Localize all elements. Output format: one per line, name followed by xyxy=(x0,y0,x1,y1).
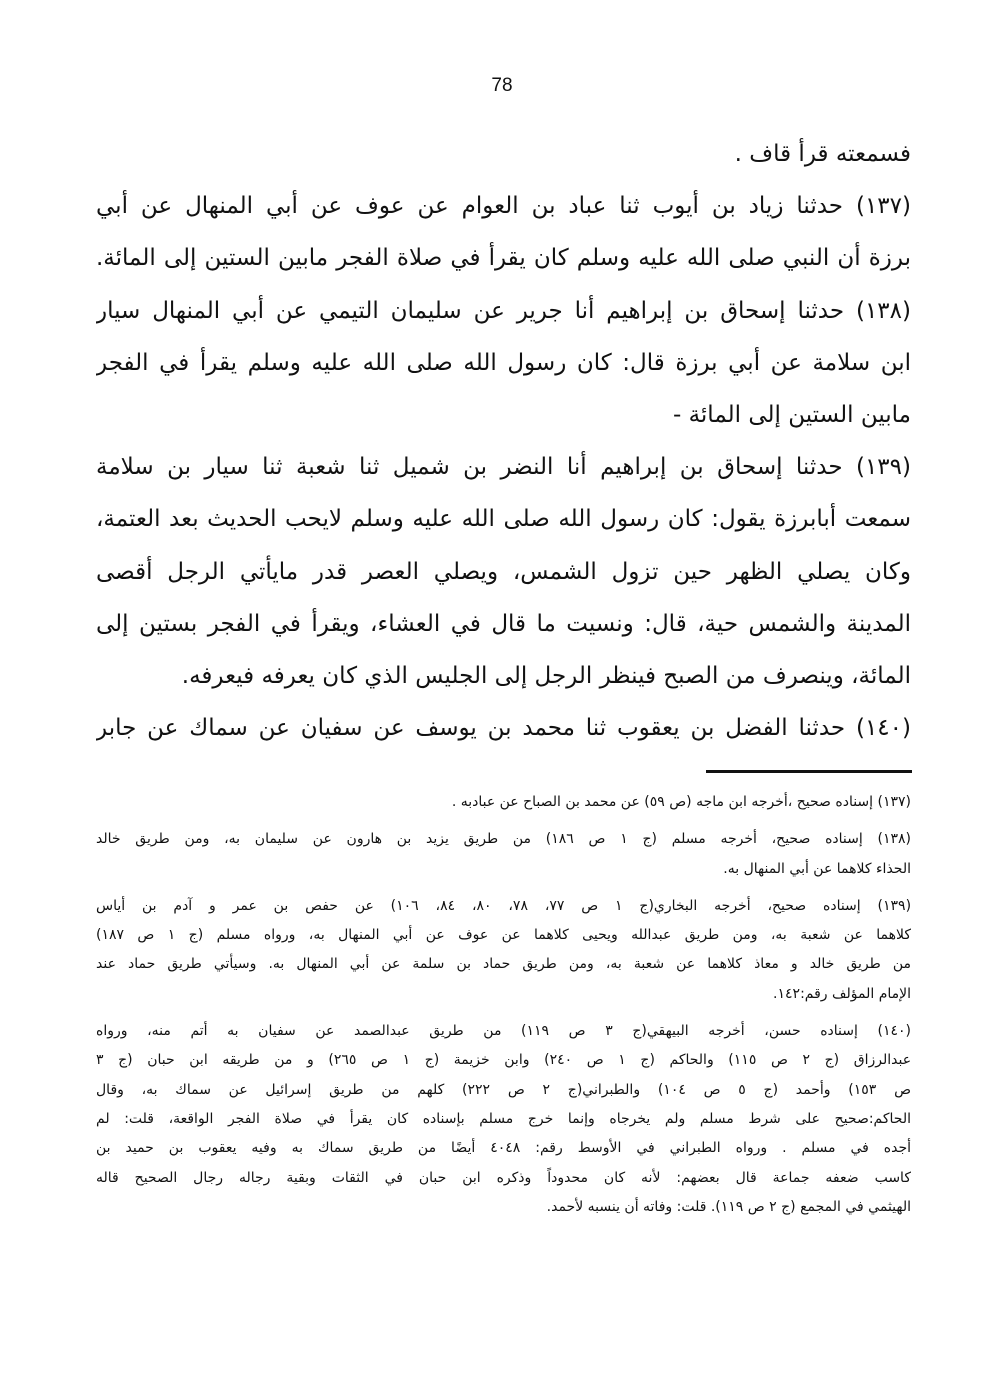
footnote-137 xyxy=(96,788,911,817)
footnote-separator xyxy=(706,770,912,773)
main-text xyxy=(96,128,911,754)
main-line: ابن سلامة عن أبي برزة قال: كان رسول الله صلى الله عليه وسلم يقرأ في الفجر xyxy=(96,349,911,376)
main-line: (١٣٩) حدثنا إسحاق بن إبراهيم أنا النضر بن شميل ثنا شعبة ثنا سيار بن سلامة xyxy=(96,454,911,481)
footnote-139 xyxy=(96,892,911,1009)
footnote-line: (١٤٠) إسناده حسن، أخرجه البيهقي(ج ٣ ص ١١٩) من طريق عبدالصمد عن سفيان به أتم منه، ورواه xyxy=(96,1023,911,1040)
main-line: برزة أن النبي صلى الله عليه وسلم كان يقرأ في صلاة الفجر مابين الستين إلى المائة. xyxy=(96,245,911,272)
footnote-line: (١٣٧) إسناده صحيح ،أخرجه ابن ماجه (ص ٥٩) عن محمد بن الصباح عن عبادبه . xyxy=(451,794,911,810)
main-line: المدينة والشمس حية، قال: ونسيت ما قال في العشاء، ويقرأ في الفجر بستين إلى xyxy=(96,610,911,637)
main-line: (١٣٨) حدثنا إسحاق بن إبراهيم أنا جرير عن سليمان التيمي عن أبي المنهال سيار xyxy=(96,297,911,324)
footnote-line: أجده في مسلم . ورواه الطبراني في الأوسط رقم: ٤٠٤٨ أيضًا من طريق سماك به وفيه يعقوب بن حميد بن xyxy=(96,1140,911,1157)
footnote-line: (١٣٩) إسناده صحيح، أخرجه البخاري(ج ١ ص ٧٧، ٧٨، ٨٠، ٨٤، ١٠٦) عن حفص بن عمر و آدم بن أياس xyxy=(96,897,911,914)
main-line: سمعت أبابرزة يقول: كان رسول الله صلى الله عليه وسلم لايحب الحديث بعد العتمة، xyxy=(96,506,911,533)
footnote-line: الحاكم:صحيح على شرط مسلم ولم يخرجاه وإنما خرج مسلم بإسناده كان يقرأ في صلاة الفجر الواقعة، قلت: لم xyxy=(96,1110,911,1127)
main-line: المائة، وينصرف من الصبح فينظر الرجل إلى الجليس الذي كان يعرفه فيعرفه. xyxy=(181,662,911,689)
footnotes xyxy=(96,788,911,1222)
footnote-line: الهيثمي في المجمع (ج ٢ ص ١١٩). قلت: وفاته أن ينسبه لأحمد. xyxy=(546,1198,911,1215)
main-line: (١٣٧) حدثنا زياد بن أيوب ثنا عباد بن العوام عن عوف عن أبي المنهال عن أبي xyxy=(96,193,911,220)
page-number: 78 xyxy=(491,75,513,96)
footnote-line: من طريق خالد و معاذ كلاهما عن شعبة به، ومن طريق حماد بن سلمة عن أبي المنهال به. وسيأتي طريق حماد عند xyxy=(96,956,911,973)
footnote-line: (١٣٨) إسناده صحيح، أخرجه مسلم (ج ١ ص ١٨٦) من طريق يزيد بن هارون عن سليمان به، ومن طريق خالد xyxy=(96,831,911,848)
main-line: مابين الستين إلى المائة - xyxy=(672,401,911,428)
main-line: (١٤٠) حدثنا الفضل بن يعقوب ثنا محمد بن يوسف عن سفيان عن سماك عن جابر xyxy=(96,715,911,742)
footnote-line: عبدالرزاق (ج ٢ ص ١١٥) والحاكم (ج ١ ص ٢٤٠) وابن خزيمة (ج ١ ص ٢٦٥) و من طريقه ابن حبان (ج ٣ xyxy=(96,1052,911,1069)
footnote-138 xyxy=(96,825,911,884)
footnote-line: الحذاء كلاهما عن أبي المنهال به. xyxy=(723,860,911,877)
main-line: وكان يصلي الظهر حين تزول الشمس، ويصلي العصر قدر مايأتي الرجل أقصى xyxy=(96,558,911,585)
main-line: فسمعته قرأ قاف . xyxy=(734,141,911,167)
footnote-line: كاسب ضعفه جماعة قال بعضهم: لأنه كان محدوداً وذكره ابن حبان في الثقات وبقية رجاله رجال الصحيح قاله xyxy=(96,1169,911,1186)
footnote-140 xyxy=(96,1017,911,1222)
footnote-line: ص ١٥٣) وأحمد (ج ٥ ص ١٠٤) والطبراني(ج ٢ ص ٢٢٢) كلهم من طريق إسرائيل عن سماك به، وقال xyxy=(96,1081,911,1098)
footnote-line: الإمام المؤلف رقم:١٤٢. xyxy=(773,985,911,1002)
footnote-line: كلاهما عن شعبة به، ومن طريق عبدالله ويحيى كلاهما عن عوف عن أبي المنهال به، ورواه مسلم (ج ١ ص ١٨٧) xyxy=(96,927,911,944)
